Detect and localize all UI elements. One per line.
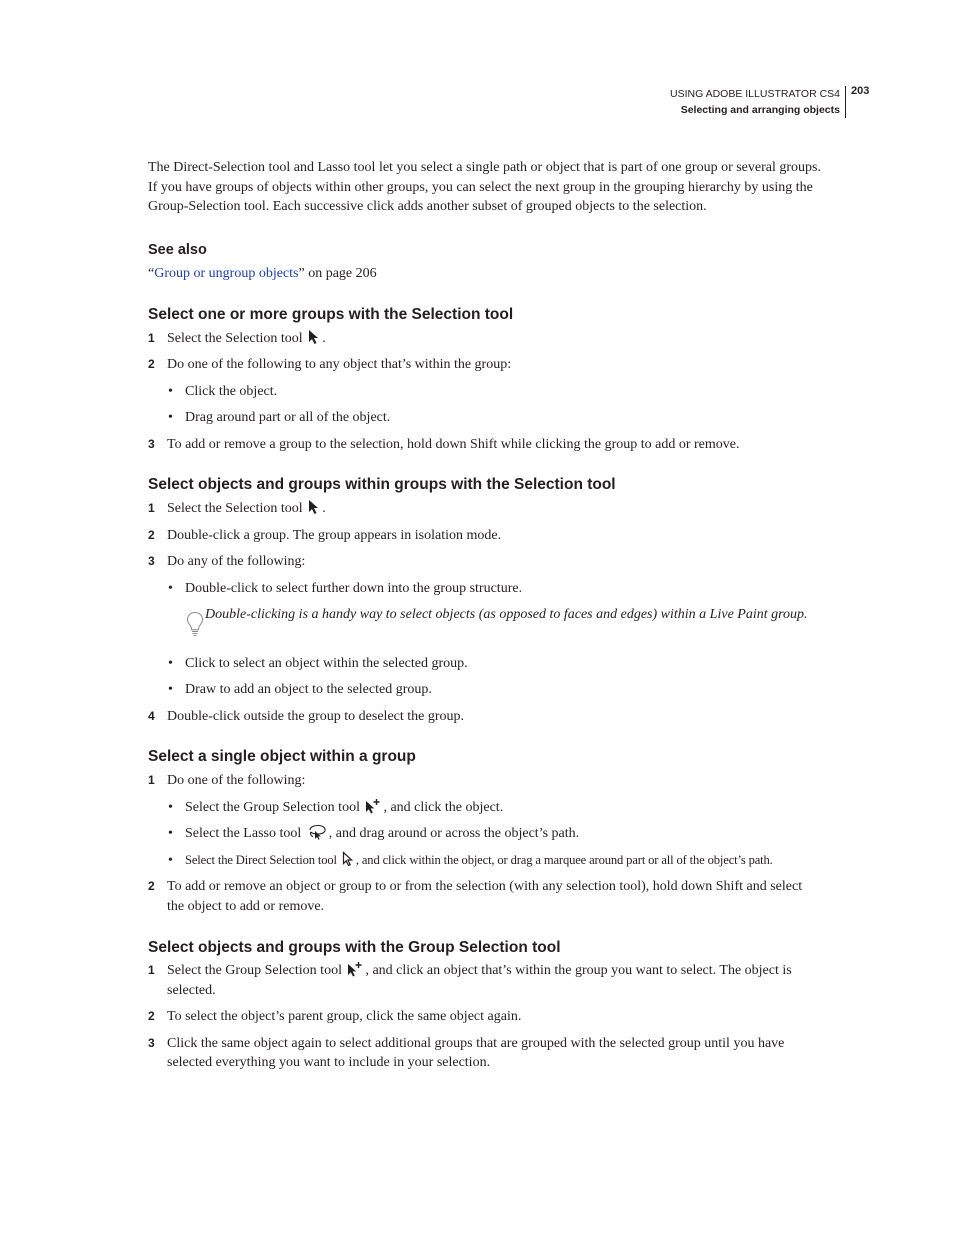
bullet: • bbox=[168, 581, 173, 596]
lightbulb-tip-icon bbox=[186, 611, 204, 642]
bullet: • bbox=[168, 384, 173, 399]
bullet: • bbox=[168, 800, 173, 815]
step-text: Do one of the following: bbox=[167, 773, 306, 788]
direct-selection-tool-icon bbox=[342, 851, 354, 874]
bullet-text: Draw to add an object to the selected group. bbox=[185, 682, 432, 697]
step-number: 2 bbox=[148, 528, 155, 542]
selection-tool-icon bbox=[308, 329, 320, 352]
see-also-reference bbox=[148, 264, 377, 284]
bullet-text bbox=[185, 798, 503, 821]
tip-text: Double-clicking is a handy way to select objects (as opposed to faces and edges) within a Live Paint group. bbox=[205, 607, 808, 622]
bullet: • bbox=[168, 682, 173, 697]
step-text-line-2: the object to add or remove. bbox=[167, 899, 325, 914]
step-label: Select the Group Selection tool bbox=[167, 963, 342, 978]
step-text: Do any of the following: bbox=[167, 554, 306, 569]
intro-line-3: Group-Selection tool. Each successive click adds another subset of grouped objects to the selection. bbox=[148, 199, 707, 214]
bullet-text bbox=[185, 824, 579, 847]
step-text-line-2: selected everything you want to include in your selection. bbox=[167, 1055, 491, 1070]
step-number: 1 bbox=[148, 501, 155, 515]
step-number: 4 bbox=[148, 709, 155, 723]
bullet-label: Select the Lasso tool bbox=[185, 826, 302, 841]
step-number: 1 bbox=[148, 331, 155, 345]
bullet-text: Double-click to select further down into the group structure. bbox=[185, 581, 523, 596]
step-text bbox=[167, 329, 847, 352]
bullet: • bbox=[168, 656, 173, 671]
step-number: 2 bbox=[148, 1009, 155, 1023]
running-header-title: USING ADOBE ILLUSTRATOR CS4 bbox=[670, 88, 840, 100]
bullet: • bbox=[168, 826, 173, 841]
bullet: • bbox=[168, 410, 173, 425]
bullet-label-after: , and click within the object, or drag a marquee around part or all of the object’s path. bbox=[355, 853, 773, 867]
open-quote: “ bbox=[148, 266, 155, 281]
step-number: 3 bbox=[148, 437, 155, 451]
step-number: 1 bbox=[148, 773, 155, 787]
section-heading-single-object: Select a single object within a group bbox=[148, 748, 416, 765]
bullet-label-after: , and drag around or across the object’s path. bbox=[328, 826, 580, 841]
section-heading-groups-within-groups: Select objects and groups within groups with the Selection tool bbox=[148, 476, 616, 493]
section-heading-group-selection-tool: Select objects and groups with the Group Selection tool bbox=[148, 939, 561, 956]
step-text-line-1: Click the same object again to select additional groups that are grouped with the selected group until you have bbox=[167, 1036, 785, 1051]
page-number: 203 bbox=[851, 85, 870, 97]
step-number: 2 bbox=[148, 879, 155, 893]
section-heading-selection-tool: Select one or more groups with the Selection tool bbox=[148, 306, 514, 323]
lasso-tool-icon bbox=[307, 824, 327, 847]
bullet-label-after: , and click the object. bbox=[383, 800, 504, 815]
page-reference: ” on page 206 bbox=[298, 266, 377, 281]
group-selection-tool-icon bbox=[365, 798, 381, 821]
step-text-line-2: selected. bbox=[167, 983, 216, 998]
step-punct: . bbox=[322, 331, 326, 346]
step-text: Do one of the following to any object that’s within the group: bbox=[167, 357, 512, 372]
bullet-label: Select the Direct Selection tool bbox=[185, 853, 337, 867]
step-punct: . bbox=[322, 501, 326, 516]
step-number: 1 bbox=[148, 963, 155, 977]
bullet-text: Click to select an object within the selected group. bbox=[185, 656, 468, 671]
step-text-line-1: To add or remove an object or group to or from the selection (with any selection tool), hold down Shift and select bbox=[167, 879, 803, 894]
bullet-text: Drag around part or all of the object. bbox=[185, 410, 391, 425]
step-text: To add or remove a group to the selection, hold down Shift while clicking the group to add or remove. bbox=[167, 437, 740, 452]
group-or-ungroup-link[interactable]: Group or ungroup objects bbox=[154, 266, 299, 281]
intro-line-2: If you have groups of objects within other groups, you can select the next group in the grouping hierarchy by using the bbox=[148, 180, 813, 195]
step-label: Select the Selection tool bbox=[167, 331, 303, 346]
step-number: 2 bbox=[148, 357, 155, 371]
step-text: Double-click a group. The group appears in isolation mode. bbox=[167, 528, 502, 543]
step-label: Select the Selection tool bbox=[167, 501, 303, 516]
step-text: To select the object’s parent group, click the same object again. bbox=[167, 1009, 522, 1024]
intro-line-1: The Direct-Selection tool and Lasso tool let you select a single path or object that is part of one group or several groups. bbox=[148, 160, 821, 175]
bullet-text bbox=[185, 851, 773, 874]
step-text: Double-click outside the group to deselect the group. bbox=[167, 709, 465, 724]
bullet: • bbox=[168, 853, 173, 868]
see-also-heading: See also bbox=[148, 242, 207, 258]
running-header-section: Selecting and arranging objects bbox=[680, 104, 840, 116]
bullet-label: Select the Group Selection tool bbox=[185, 800, 360, 815]
selection-tool-icon bbox=[308, 499, 320, 522]
header-divider bbox=[845, 86, 846, 118]
bullet-text: Click the object. bbox=[185, 384, 278, 399]
step-label-after: , and click an object that’s within the group you want to select. The object is bbox=[365, 963, 792, 978]
step-number: 3 bbox=[148, 554, 155, 568]
step-text bbox=[167, 499, 847, 522]
step-number: 3 bbox=[148, 1036, 155, 1050]
